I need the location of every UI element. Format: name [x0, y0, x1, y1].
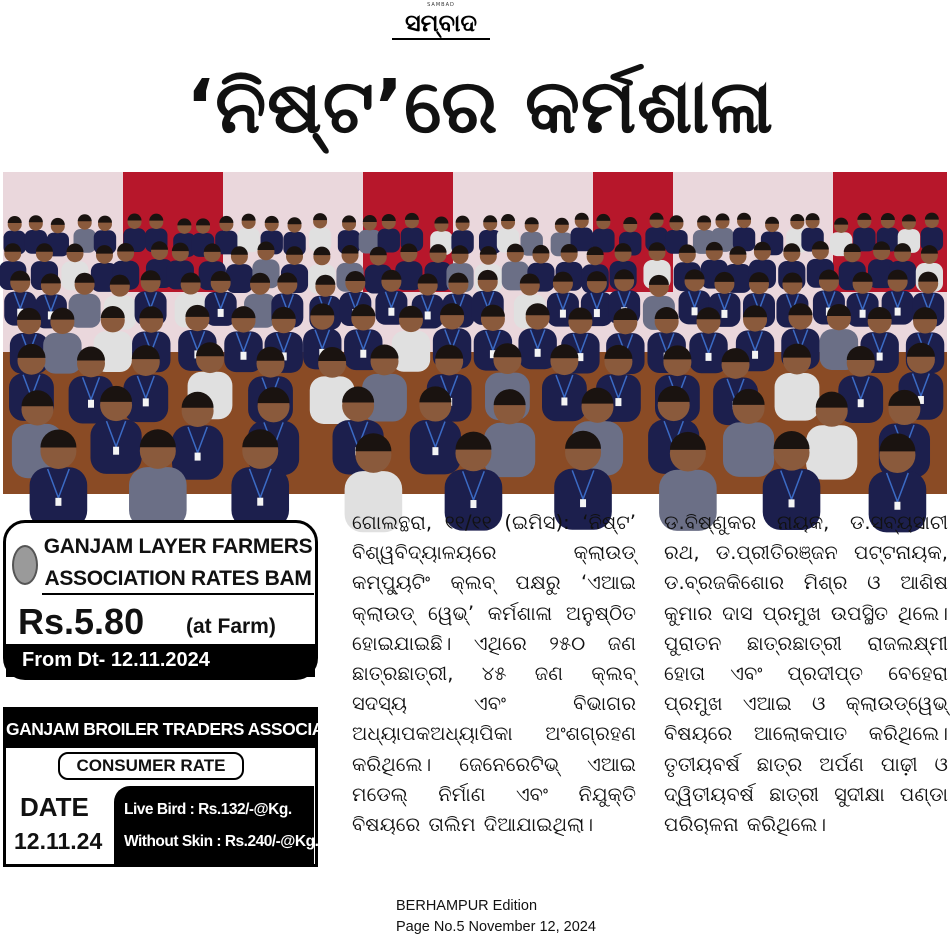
person-id-card [195, 453, 201, 461]
live-bird-rate: Live Bird : Rs.132/-@Kg. [124, 801, 292, 818]
person-id-card [257, 498, 263, 506]
person-id-card [88, 400, 94, 408]
group-photo-illustration [3, 172, 947, 494]
person-id-card [388, 308, 394, 316]
person-id-card [218, 309, 224, 317]
person-id-card [535, 349, 541, 357]
layer-ad-line2: ASSOCIATION RATES BAM [42, 567, 314, 595]
broiler-ad-date-value: 12.11.24 [14, 828, 103, 854]
person-id-card [113, 447, 119, 455]
person-body [484, 423, 535, 477]
person-id-card [360, 350, 366, 358]
person-id-card [877, 353, 883, 361]
person-id-card [470, 500, 476, 508]
person-id-card [594, 309, 600, 317]
article-column-1: ଗୋଲନ୍ଥରା, ୧୧/୧୧ (ଇମିସ): ‘ନିଷ୍ଟ’ ବିଶ୍ୱବିଦ୍ୟାଳୟରେ କ୍ଲାଉଡ୍ କମ୍ପ୍ୟୁଟିଂ କ୍ଲବ୍ ପକ୍ଷରୁ ‘ଏଆଇ କ୍ଲାଉଡ୍ ୱେଭ୍’ କର୍ମଶାଳା ଅନୁଷ୍ଠିତ ହୋଇଯାଇଛି। ଏଥିରେ ୨୫୦ ଜଣ ଛାତ୍ରଛାତ୍ରୀ, ୪୫ ଜଣ କ୍ଲବ୍ ସଦସ୍ୟ ଏବଂ ବିଭାଗର ଅଧ୍ୟାପକଅଧ୍ୟାପିକା ଅଂଶଗ୍ରହଣ କରିଥିଲେ। ଜେନେରେଟିଭ୍ ଏଆଇ ମଡେଲ୍ ନିର୍ମାଣ ଏବଂ ନିଯୁକ୍ତି ବିଷୟରେ ତାଲିମ ଦିଆଯାଇଥିଲା। [352, 511, 636, 837]
egg-icon [12, 545, 38, 585]
masthead-name: ସମ୍ବାଦ [392, 8, 490, 40]
layer-ad-price: Rs.5.80 [18, 601, 145, 642]
person-id-card [706, 353, 712, 361]
page-headline: ‘ନିଷ୍ଟ’ରେ କର୍ମଶାଳା [186, 64, 774, 150]
group-photo [3, 172, 947, 494]
person-id-card [143, 398, 149, 406]
person-id-card [240, 352, 246, 360]
person-id-card [580, 499, 586, 507]
person-id-card [55, 498, 61, 506]
broiler-ad-rates [114, 786, 319, 864]
person-id-card [425, 311, 431, 319]
layer-ad-date: From Dt- 12.11.2024 [6, 644, 315, 677]
person-id-card [858, 399, 864, 407]
without-skin-rate: Without Skin : Rs.240/-@Kg. [124, 833, 319, 850]
person-id-card [721, 310, 727, 318]
person-id-card [692, 307, 698, 315]
person-id-card [560, 310, 566, 318]
person-id-card [789, 499, 795, 507]
article-column-2: ଡ.ବିଷ୍ଣୁକର ନାୟକ, ଡ.ସବ୍ୟସାଚୀ ରଥ, ଡ.ପ୍ରୀତିରଞ୍ଜନ ପଟ୍ଟନାୟକ, ଡ.ବ୍ରଜକିଶୋର ମିଶ୍ର ଓ ଆଶିଷ କୁମାର ଦାସ ପ୍ରମୁଖ ଉପସ୍ଥିତ ଥିଲେ। ପୁରାତନ ଛାତ୍ରଛାତ୍ରୀ ରାଜଲକ୍ଷ୍ମୀ ହୋତା ଏବଂ ପ୍ରଦୀପ୍ତ ବେହେରା ପ୍ରମୁଖ ଏଆଇ ଓ କ୍ଲାଉଡ୍‌ୱେଭ୍ ବିଷୟରେ ଆଲୋକପାତ କରିଥିଲେ। ତୃତୀୟବର୍ଷ ଛାତ୍ର ଅର୍ପଣ ପାଢ଼ୀ ଓ ଦ୍ୱିତୀୟବର୍ଷ ଛାତ୍ରୀ ସୁଦୀକ୍ଷା ପଣ୍ଡା ପରିଚାଳନା କରିଥିଲେ। [664, 511, 948, 837]
layer-ad-line1: GANJAM LAYER FARMERS [43, 535, 313, 558]
person-body [43, 333, 81, 374]
person-id-card [561, 397, 567, 405]
broiler-ad-date-label: DATE [20, 792, 89, 822]
person-body [775, 373, 820, 421]
masthead-small-text: SAMBAD [427, 2, 455, 8]
broiler-ad-title: GANJAM BROILER TRADERS ASSOCIATION [6, 710, 315, 748]
page-footer [396, 896, 596, 938]
layer-ad-price-note: (at Farm) [186, 615, 276, 638]
person-id-card [432, 447, 438, 455]
newspaper-masthead [392, 2, 490, 40]
footer-edition: BERHAMPUR Edition [396, 898, 538, 914]
person-id-card [860, 310, 866, 318]
person-id-card [615, 398, 621, 406]
person-id-card [895, 308, 901, 316]
person-body [723, 422, 774, 476]
broiler-ad-subtitle: CONSUMER RATE [58, 752, 244, 780]
person-body [806, 425, 857, 479]
footer-page-info: Page No.5 November 12, 2024 [396, 919, 596, 935]
layer-farmers-ad [3, 520, 318, 680]
broiler-traders-ad [3, 707, 363, 867]
person-id-card [752, 351, 758, 359]
